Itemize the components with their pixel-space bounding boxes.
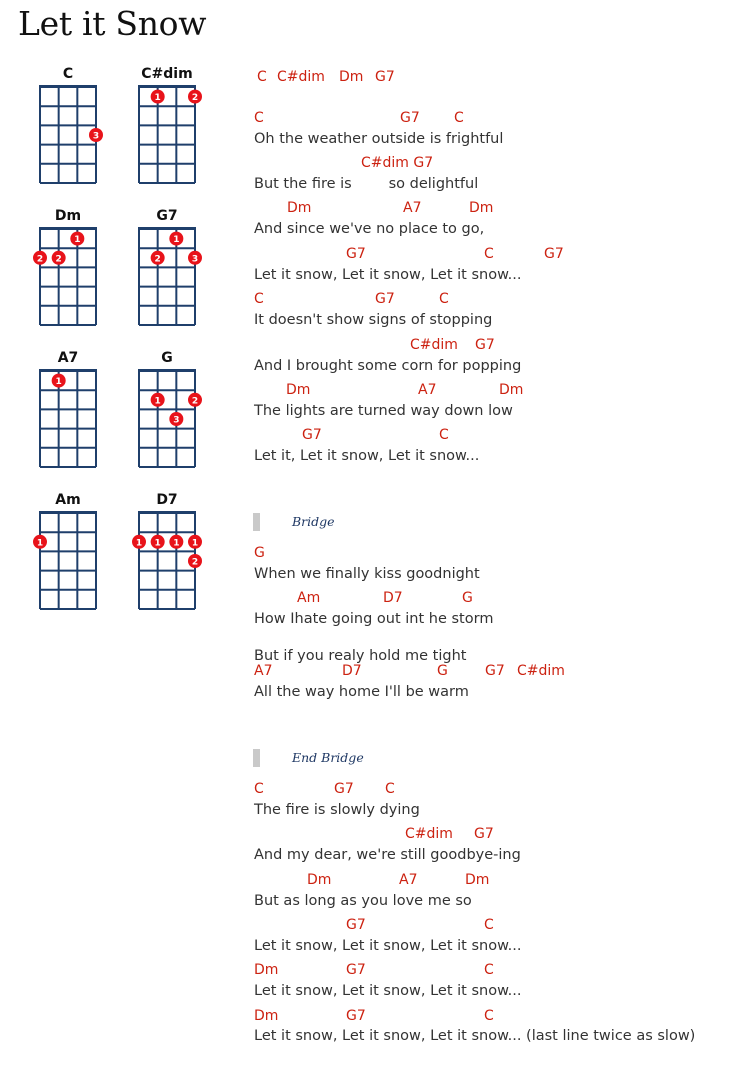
lyric-line: Let it snow, Let it snow, Let it snow... <box>254 938 522 954</box>
finger-number: 2 <box>55 254 62 265</box>
chord-label: G7 <box>544 246 564 262</box>
chord-label: C#dim <box>277 69 325 85</box>
chord-label: G7 <box>485 663 505 679</box>
fretboard-grid <box>28 509 108 619</box>
chord-diagram <box>127 350 207 480</box>
chord-label: Dm <box>339 69 364 85</box>
finger-number: 1 <box>173 235 180 246</box>
chord-label: C <box>257 69 267 85</box>
chord-label: Dm <box>254 962 279 978</box>
finger-number: 2 <box>191 557 199 568</box>
chord-diagram-name: Dm <box>54 208 82 224</box>
finger-dot <box>188 535 202 549</box>
lyric-line: Oh the weather outside is frightful <box>254 131 504 147</box>
finger-number: 1 <box>55 377 62 388</box>
finger-dot <box>89 128 103 142</box>
chord-diagram <box>28 208 108 338</box>
chord-diagram-name: C#dim <box>141 66 193 82</box>
lyric-line: But as long as you love me so <box>254 893 472 909</box>
finger-dot <box>52 251 66 265</box>
chord-diagram <box>28 350 108 480</box>
chord-row <box>252 590 473 606</box>
chord-diagram-name: C <box>62 66 74 82</box>
chord-summary-row <box>252 69 395 85</box>
chord-label: D7 <box>383 590 403 606</box>
finger-dot <box>151 535 165 549</box>
lyric-line: But if you realy hold me tight <box>254 648 467 664</box>
chord-label: C#dim G7 <box>361 155 434 171</box>
fretboard-grid <box>28 225 108 335</box>
chord-diagram <box>28 492 108 622</box>
chord-row <box>252 200 494 216</box>
lyric-line: Let it snow, Let it snow, Let it snow... <box>254 267 522 283</box>
finger-dot <box>33 251 47 265</box>
chord-label: C#dim <box>410 337 458 353</box>
finger-number: 1 <box>154 538 161 549</box>
chord-label: C <box>254 781 264 797</box>
chord-label: A7 <box>399 872 418 888</box>
finger-dot <box>132 535 146 549</box>
chord-diagram <box>127 492 207 622</box>
chord-label: C <box>484 1008 494 1024</box>
lyric-line: And I brought some corn for popping <box>254 358 522 374</box>
chord-label: A7 <box>254 663 273 679</box>
lyric-line: And since we've no place to go, <box>254 221 485 237</box>
finger-dot <box>169 412 183 426</box>
finger-number: 3 <box>191 254 199 265</box>
chord-row <box>252 545 270 561</box>
chord-label: C <box>254 110 264 126</box>
finger-dot <box>188 393 202 407</box>
chord-label: G7 <box>302 427 322 443</box>
page-title: Let it Snow <box>18 4 207 43</box>
finger-dot <box>188 251 202 265</box>
chord-label: G7 <box>375 69 395 85</box>
chord-label: Dm <box>465 872 490 888</box>
chord-label: Am <box>297 590 321 606</box>
finger-dot <box>169 535 183 549</box>
chord-row <box>252 382 524 398</box>
chord-label: C <box>254 291 264 307</box>
chord-row <box>252 663 565 679</box>
chord-label: G7 <box>346 1008 366 1024</box>
chord-diagram-name: D7 <box>156 492 178 508</box>
lyric-line: The lights are turned way down low <box>254 403 513 419</box>
chord-row <box>252 155 434 171</box>
chord-row <box>252 110 464 126</box>
fretboard-grid <box>127 367 207 477</box>
finger-dot <box>151 393 165 407</box>
finger-dot <box>169 232 183 246</box>
chord-label: Dm <box>254 1008 279 1024</box>
chord-label: C <box>484 246 494 262</box>
chord-diagram-name: Am <box>55 492 81 508</box>
chord-label: Dm <box>499 382 524 398</box>
chord-label: Dm <box>287 200 312 216</box>
chord-label: G7 <box>334 781 354 797</box>
chord-row <box>252 1008 494 1024</box>
finger-number: 1 <box>191 538 199 549</box>
lyric-line: Let it, Let it snow, Let it snow... <box>254 448 480 464</box>
chord-label: C <box>484 917 494 933</box>
chord-diagram <box>127 66 207 196</box>
finger-number: 1 <box>154 396 161 407</box>
chord-label: C#dim <box>517 663 565 679</box>
fretboard-grid <box>28 367 108 477</box>
chord-row <box>252 291 449 307</box>
fretboard-grid <box>127 225 207 335</box>
finger-number: 1 <box>173 538 180 549</box>
chord-row <box>252 917 494 933</box>
chord-label: G7 <box>474 826 494 842</box>
chord-diagram-name: A7 <box>57 350 79 366</box>
section-marker <box>253 749 260 767</box>
chord-row <box>252 246 564 262</box>
finger-number: 2 <box>191 396 199 407</box>
chord-label: Dm <box>469 200 494 216</box>
finger-number: 2 <box>36 254 44 265</box>
finger-number: 3 <box>173 415 180 426</box>
chord-row <box>252 962 494 978</box>
bridge-label: Bridge <box>292 514 335 529</box>
chord-label: Dm <box>307 872 332 888</box>
chord-label: D7 <box>342 663 362 679</box>
finger-dot <box>151 90 165 104</box>
lyric-line: And my dear, we're still goodbye-ing <box>254 847 521 863</box>
chord-diagram <box>28 66 108 196</box>
chord-row <box>252 872 490 888</box>
lyric-line: It doesn't show signs of stopping <box>254 312 493 328</box>
chord-label: C <box>484 962 494 978</box>
chord-diagram <box>127 208 207 338</box>
finger-number: 1 <box>74 235 81 246</box>
section-marker <box>253 513 260 531</box>
finger-number: 2 <box>154 254 161 265</box>
finger-dot <box>151 251 165 265</box>
chord-label: G7 <box>400 110 420 126</box>
lyric-line: But the fire is so delightful <box>254 176 479 192</box>
finger-dot <box>52 374 66 388</box>
chord-row <box>252 826 494 842</box>
chord-label: C <box>385 781 395 797</box>
chord-label: A7 <box>418 382 437 398</box>
fretboard-grid <box>127 509 207 619</box>
chord-label: G7 <box>346 246 366 262</box>
finger-number: 2 <box>191 93 199 104</box>
finger-number: 1 <box>36 538 44 549</box>
lyric-line: How Ihate going out int he storm <box>254 611 494 627</box>
lyric-line: The fire is slowly dying <box>254 802 420 818</box>
fretboard-grid <box>127 83 207 193</box>
chord-row <box>252 781 395 797</box>
finger-dot <box>70 232 84 246</box>
chord-label: C <box>454 110 464 126</box>
chord-label: G7 <box>346 917 366 933</box>
chord-label: C <box>439 291 449 307</box>
fretboard-grid <box>28 83 108 193</box>
lyric-line: Let it snow, Let it snow, Let it snow... <box>254 983 522 999</box>
end-bridge-label: End Bridge <box>292 750 364 765</box>
chord-label: G <box>462 590 473 606</box>
chord-label: G7 <box>346 962 366 978</box>
chord-diagram-name: G7 <box>156 208 178 224</box>
lyric-line: All the way home I'll be warm <box>254 684 469 700</box>
chord-label: G <box>437 663 448 679</box>
lyric-line: Let it snow, Let it snow, Let it snow... (last line twice as slow) <box>254 1028 696 1044</box>
finger-dot <box>33 535 47 549</box>
chord-row <box>252 337 495 353</box>
finger-dot <box>188 554 202 568</box>
chord-label: G <box>254 545 265 561</box>
chord-label: G7 <box>475 337 495 353</box>
lyric-line: When we finally kiss goodnight <box>254 566 480 582</box>
chord-label: C#dim <box>405 826 453 842</box>
finger-number: 1 <box>135 538 143 549</box>
chord-row <box>252 427 449 443</box>
chord-label: Dm <box>286 382 311 398</box>
chord-label: A7 <box>403 200 422 216</box>
chord-label: G7 <box>375 291 395 307</box>
chord-label: C <box>439 427 449 443</box>
chord-diagram-name: G <box>161 350 173 366</box>
finger-number: 1 <box>154 93 161 104</box>
finger-number: 3 <box>92 131 100 142</box>
finger-dot <box>188 90 202 104</box>
